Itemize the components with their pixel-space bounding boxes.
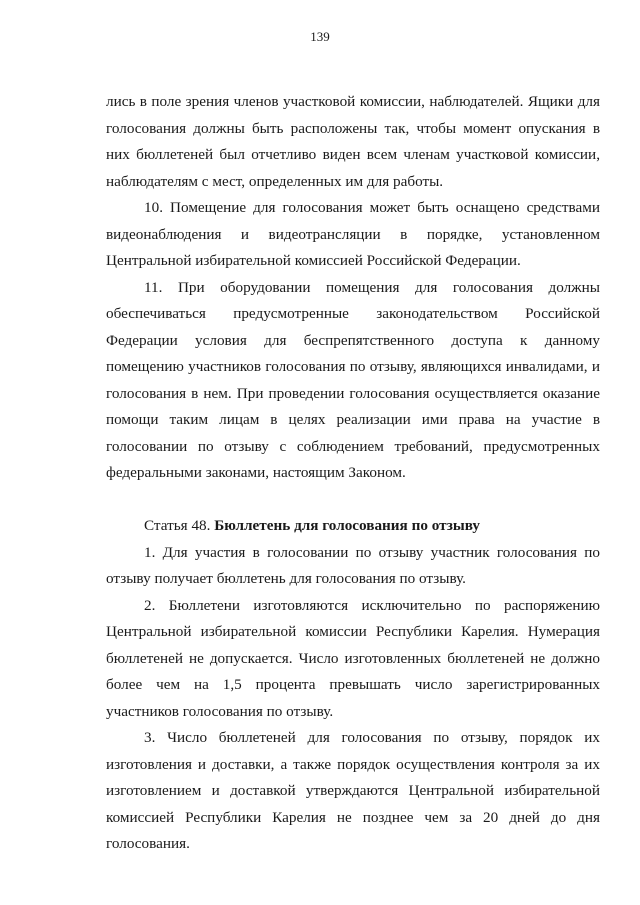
paragraph-article-item-1: 1. Для участия в голосовании по отзыву участник голосования по отзыву получает бюллетень для голосования по отзыву. — [106, 543, 600, 587]
paragraph-article-item-3: 3. Число бюллетеней для голосования по отзыву, порядок их изготовления и доставки, а также порядок осуществления контроля за их изготовлением и доставкой утверждаются Центральной избирательной комиссией Республики Карелия не позднее чем за 20 дней до дня голосования. — [106, 729, 600, 852]
paragraph-item-11: 11. При оборудовании помещения для голосования должны обеспечиваться предусмотренные законодательством Российской Федерации условия для беспрепятственного доступа к данному помещению участников голосования по отзыву, являющихся инвалидами, и голосования в нем. При проведении голосования осуществляется оказание помощи таким лицам в целях реализации ими права на участие в голосовании по отзыву с соблюдением требований, предусмотренных федеральными законами, настоящим Законом. — [106, 278, 600, 481]
document-body — [106, 89, 600, 858]
article-heading — [106, 513, 600, 540]
article-prefix: Статья 48. — [144, 517, 215, 534]
page-number: 139 — [310, 29, 330, 44]
paragraph-article-item-2: 2. Бюллетени изготовляются исключительно по распоряжению Центральной избирательной комиссии Республики Карелия. Нумерация бюллетеней не допускается. Число изготовленных бюллетеней не должно более чем на 1,5 процента превышать число зарегистрированных участников голосования по отзыву. — [106, 596, 600, 720]
paragraph-continuation: лись в поле зрения членов участковой комиссии, наблюдателей. Ящики для голосования должны быть расположены так, чтобы момент опускания в них бюллетеней был отчетливо виден всем членам участковой комиссии, наблюдателям с мест, определенных им для работы. — [106, 93, 600, 190]
paragraph-item-10: 10. Помещение для голосования может быть оснащено средствами видеонаблюдения и видеотрансляции в порядке, установленном Центральной избирательной комиссией Российской Федерации. — [106, 199, 600, 269]
article-title: Бюллетень для голосования по отзыву — [214, 517, 480, 534]
